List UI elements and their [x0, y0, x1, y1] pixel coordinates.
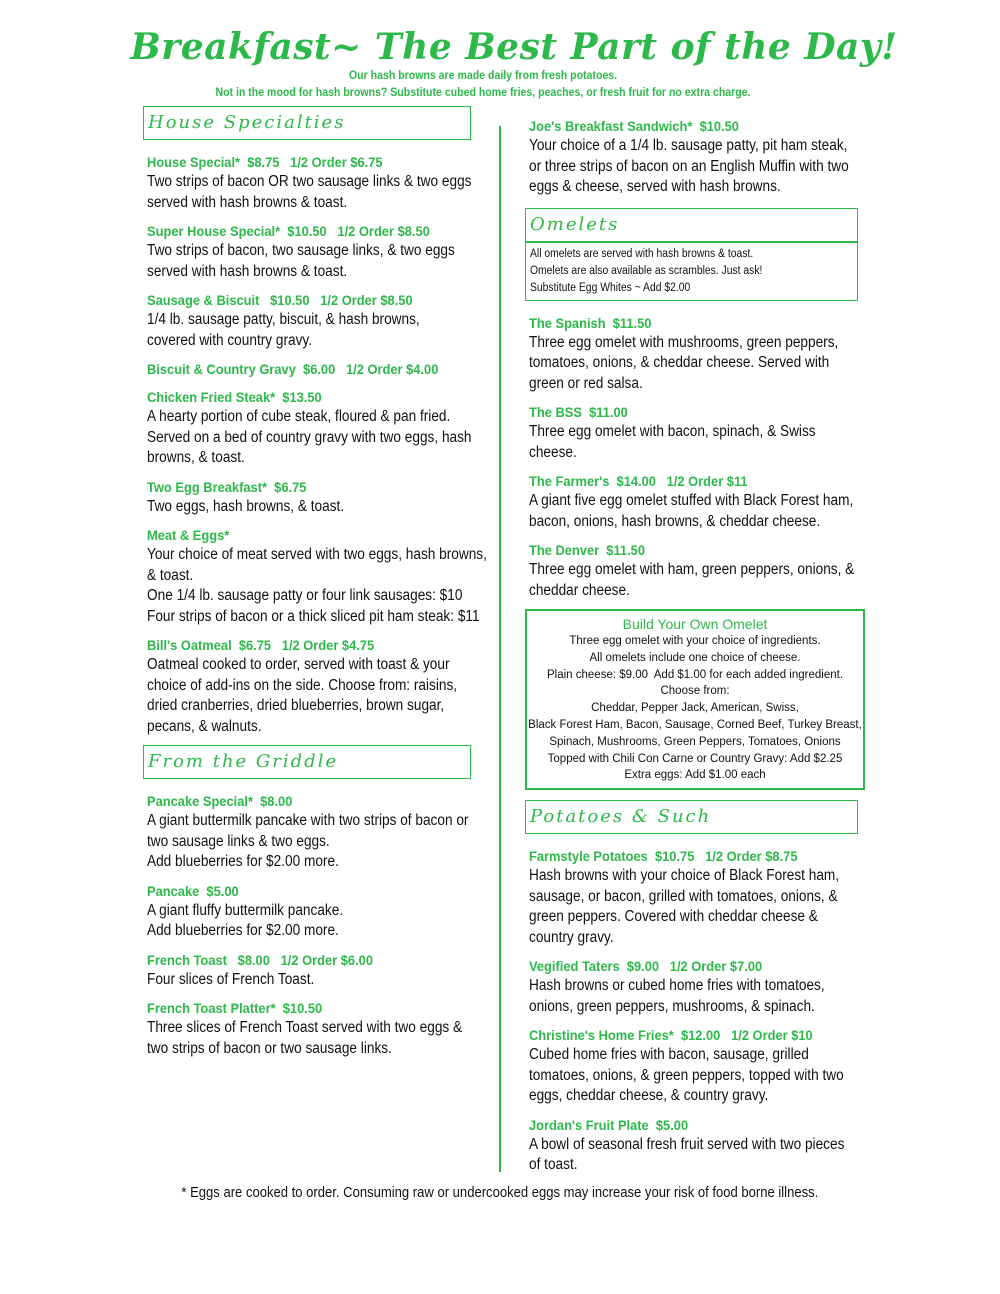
description-line: Served on a bed of country gravy with two eggs, hash — [147, 428, 472, 446]
menu-item — [529, 540, 869, 601]
item-description — [147, 172, 490, 213]
item-title: Farmstyle Potatoes $10.75 1/2 Order $8.75 — [529, 848, 798, 865]
description-line: A giant five egg omelet stuffed with Black Forest ham, — [529, 492, 854, 509]
description-line: A giant buttermilk pancake with two strips of bacon or — [147, 812, 469, 829]
item-description — [529, 136, 872, 198]
build-your-own-line: Choose from: — [660, 685, 730, 698]
item-title: Bill's Oatmeal $6.75 1/2 Order $4.75 — [147, 637, 375, 653]
description-line: One 1/4 lb. sausage patty or four link sausages: $10 — [147, 587, 463, 604]
house-specialties-list — [147, 152, 492, 737]
item-description — [147, 497, 490, 518]
description-line: Cubed home fries with bacon, sausage, grilled — [529, 1046, 809, 1064]
item-description — [147, 901, 490, 942]
description-line: eggs, cheddar cheese, & country gravy. — [529, 1087, 769, 1105]
item-title: Christine's Home Fries* $12.00 1/2 Order $10 — [529, 1027, 813, 1044]
omelets-heading: Omelets — [525, 208, 858, 242]
description-line: Three slices of French Toast served with two eggs & — [147, 1019, 463, 1036]
menu-item — [529, 1025, 869, 1107]
item-title: The Denver $11.50 — [529, 542, 645, 558]
description-line: Two strips of bacon OR two sausage links & two eggs — [147, 173, 472, 190]
description-line: sausage, or bacon, grilled with tomatoes, onions, & — [529, 887, 838, 905]
build-your-own-line: Black Forest Ham, Bacon, Sausage, Corned Beef, Turkey Breast, — [528, 718, 862, 731]
item-description — [529, 491, 872, 532]
item-title: The Spanish $11.50 — [529, 314, 652, 331]
item-title: House Special* $8.75 1/2 Order $6.75 — [147, 154, 383, 170]
description-line: country gravy. — [529, 928, 614, 946]
potatoes-heading: Potatoes & Such — [525, 800, 858, 834]
description-line: two sausage links & two eggs. — [147, 832, 330, 850]
item-description — [147, 241, 490, 282]
footnote-text: * Eggs are cooked to order. Consuming raw or undercooked eggs may increase your risk of food borne illness. — [181, 1185, 819, 1201]
griddle-list — [147, 791, 492, 1059]
item-description — [529, 422, 872, 463]
build-your-own-line: Three egg omelet with your choice of ingredients. — [569, 635, 821, 647]
description-line: dried cranberries, dried blueberries, brown sugar, — [147, 697, 445, 714]
description-line: cheese. — [529, 443, 577, 461]
description-line: Three egg omelet with ham, green peppers, onions, & — [529, 561, 855, 578]
description-line: Four strips of bacon or a thick sliced pit ham steak: $11 — [147, 607, 480, 625]
description-line: Two eggs, hash browns, & toast. — [147, 497, 345, 515]
menu-item — [529, 471, 869, 532]
item-title: Jordan's Fruit Plate $5.00 — [529, 1116, 689, 1133]
item-description — [147, 655, 490, 737]
item-description — [147, 811, 490, 873]
description-line: Oatmeal cooked to order, served with toast & your — [147, 656, 450, 673]
omelet-notes-box — [525, 242, 858, 301]
menu-item — [147, 359, 492, 379]
griddle-heading: From the Griddle — [143, 745, 471, 779]
description-line: or three strips of bacon on an English Muffin with two — [529, 157, 849, 175]
description-line: tomatoes, onions, & cheddar cheese. Served with — [529, 354, 830, 371]
left-column — [147, 106, 492, 1067]
potatoes-list — [529, 846, 869, 1176]
omelet-note-line: All omelets are served with hash browns & toast. — [530, 247, 754, 260]
item-description — [147, 545, 490, 627]
build-your-own-line: Topped with Chili Con Carne or Country Gravy: Add $2.25 — [547, 752, 843, 765]
build-your-own-omelet-box — [525, 609, 865, 790]
description-line: Add blueberries for $2.00 more. — [147, 853, 339, 870]
description-line: bacon, onions, hash browns, & cheddar cheese. — [529, 512, 821, 530]
page-title: Breakfast~ The Best Part of the Day! — [130, 26, 898, 68]
item-description — [529, 1135, 872, 1176]
build-your-own-line: All omelets include one choice of cheese. — [589, 651, 801, 664]
description-line: Add blueberries for $2.00 more. — [147, 922, 339, 939]
menu-item — [147, 152, 492, 213]
description-line: Hash browns with your choice of Black Forest ham, — [529, 867, 840, 885]
description-line: Two strips of bacon, two sausage links, & two eggs — [147, 242, 455, 259]
description-line: cheddar cheese. — [529, 581, 630, 599]
omelets-list — [529, 313, 869, 602]
description-line: & toast. — [147, 566, 194, 584]
item-title: Biscuit & Country Gravy $6.00 1/2 Order $4.00 — [147, 361, 439, 377]
menu-item — [529, 1115, 869, 1176]
description-line: onions, green peppers, mushrooms, & spinach. — [529, 997, 815, 1015]
menu-item — [147, 290, 492, 351]
description-line: browns, & toast. — [147, 449, 245, 466]
description-line: Your choice of a 1/4 lb. sausage patty, pit ham steak, — [529, 137, 848, 154]
description-line: Three egg omelet with bacon, spinach, & Swiss — [529, 423, 816, 440]
menu-item — [529, 402, 869, 463]
item-title: Sausage & Biscuit $10.50 1/2 Order $8.50 — [147, 292, 413, 308]
item-title: French Toast $8.00 1/2 Order $6.00 — [147, 951, 373, 968]
omelet-note-line: Substitute Egg Whites ~ Add $2.00 — [530, 281, 691, 294]
description-line: Hash browns or cubed home fries with tomatoes, — [529, 977, 825, 995]
menu-item — [529, 956, 869, 1017]
house-specialties-heading: House Specialties — [143, 106, 471, 140]
description-line: Three egg omelet with mushrooms, green peppers, — [529, 333, 839, 351]
menu-item — [147, 998, 492, 1059]
description-line: of toast. — [529, 1156, 578, 1174]
description-line: 1/4 lb. sausage patty, biscuit, & hash browns, — [147, 311, 420, 328]
item-description — [529, 333, 872, 395]
item-description — [147, 970, 490, 991]
item-title: French Toast Platter* $10.50 — [147, 1000, 323, 1016]
item-title: Two Egg Breakfast* $6.75 — [147, 478, 307, 495]
subtitle-hash-browns: Our hash browns are made daily from fresh potatoes. — [348, 68, 618, 82]
description-line: A bowl of seasonal fresh fruit served with two pieces — [529, 1135, 845, 1153]
menu-item — [147, 477, 492, 518]
item-description — [529, 1045, 872, 1107]
description-line: Your choice of meat served with two eggs, hash browns, — [147, 546, 487, 563]
description-line: covered with country gravy. — [147, 331, 313, 349]
item-description — [529, 560, 872, 601]
item-title: Pancake Special* $8.00 — [147, 793, 293, 809]
item-title: Meat & Eggs* — [147, 527, 230, 543]
item-description — [529, 976, 872, 1017]
menu-item — [529, 116, 869, 198]
description-line: tomatoes, onions, & green peppers, topped with two — [529, 1066, 844, 1084]
item-title: Chicken Fried Steak* $13.50 — [147, 389, 322, 405]
build-your-own-line: Cheddar, Pepper Jack, American, Swiss, — [591, 702, 799, 715]
description-line: choice of add-ins on the side. Choose from: raisins, — [147, 676, 458, 694]
menu-item — [147, 950, 492, 991]
item-title: The BSS $11.00 — [529, 404, 628, 420]
description-line: two strips of bacon or two sausage links. — [147, 1039, 392, 1057]
description-line: green or red salsa. — [529, 374, 643, 392]
item-description — [529, 866, 872, 948]
item-title: The Farmer's $14.00 1/2 Order $11 — [529, 473, 748, 489]
column-divider — [499, 126, 501, 1172]
build-your-own-line: Extra eggs: Add $1.00 each — [624, 769, 766, 782]
description-line: green peppers. Covered with cheddar cheese & — [529, 908, 818, 926]
item-title: Joe's Breakfast Sandwich* $10.50 — [529, 118, 739, 134]
menu-item — [529, 846, 869, 948]
item-title: Pancake $5.00 — [147, 882, 239, 899]
description-line: eggs & cheese, served with hash browns. — [529, 178, 781, 195]
description-line: A giant fluffy buttermilk pancake. — [147, 901, 344, 919]
description-line: served with hash browns & toast. — [147, 262, 348, 280]
item-description — [147, 1018, 490, 1059]
item-description — [147, 407, 490, 469]
description-line: Four slices of French Toast. — [147, 970, 315, 988]
item-title: Super House Special* $10.50 1/2 Order $8.50 — [147, 223, 430, 239]
menu-item — [147, 791, 492, 873]
item-description — [147, 310, 490, 351]
omelet-note-line: Omelets are also available as scrambles. Just ask! — [530, 264, 763, 277]
menu-item — [529, 313, 869, 395]
menu-item — [147, 635, 492, 737]
item-title: Vegified Taters $9.00 1/2 Order $7.00 — [529, 958, 763, 975]
build-your-own-details — [527, 633, 863, 784]
build-your-own-title: Build Your Own Omelet — [622, 616, 768, 632]
menu-item — [147, 387, 492, 469]
menu-item — [147, 525, 492, 627]
build-your-own-line: Plain cheese: $9.00 Add $1.00 for each added ingredient. — [546, 668, 844, 681]
menu-item — [147, 881, 492, 942]
subtitle-substitute: Not in the mood for hash browns? Substitute cubed home fries, peaches, or fresh fruit for no extra charge. — [215, 85, 751, 99]
build-your-own-line: Spinach, Mushrooms, Green Peppers, Tomatoes, Onions — [549, 735, 841, 748]
right-column — [529, 116, 869, 1184]
description-line: A hearty portion of cube steak, floured & pan fried. — [147, 408, 451, 425]
menu-item — [147, 221, 492, 282]
egg-warning-footnote — [0, 1185, 1000, 1201]
description-line: pecans, & walnuts. — [147, 717, 262, 735]
description-line: served with hash browns & toast. — [147, 193, 348, 211]
